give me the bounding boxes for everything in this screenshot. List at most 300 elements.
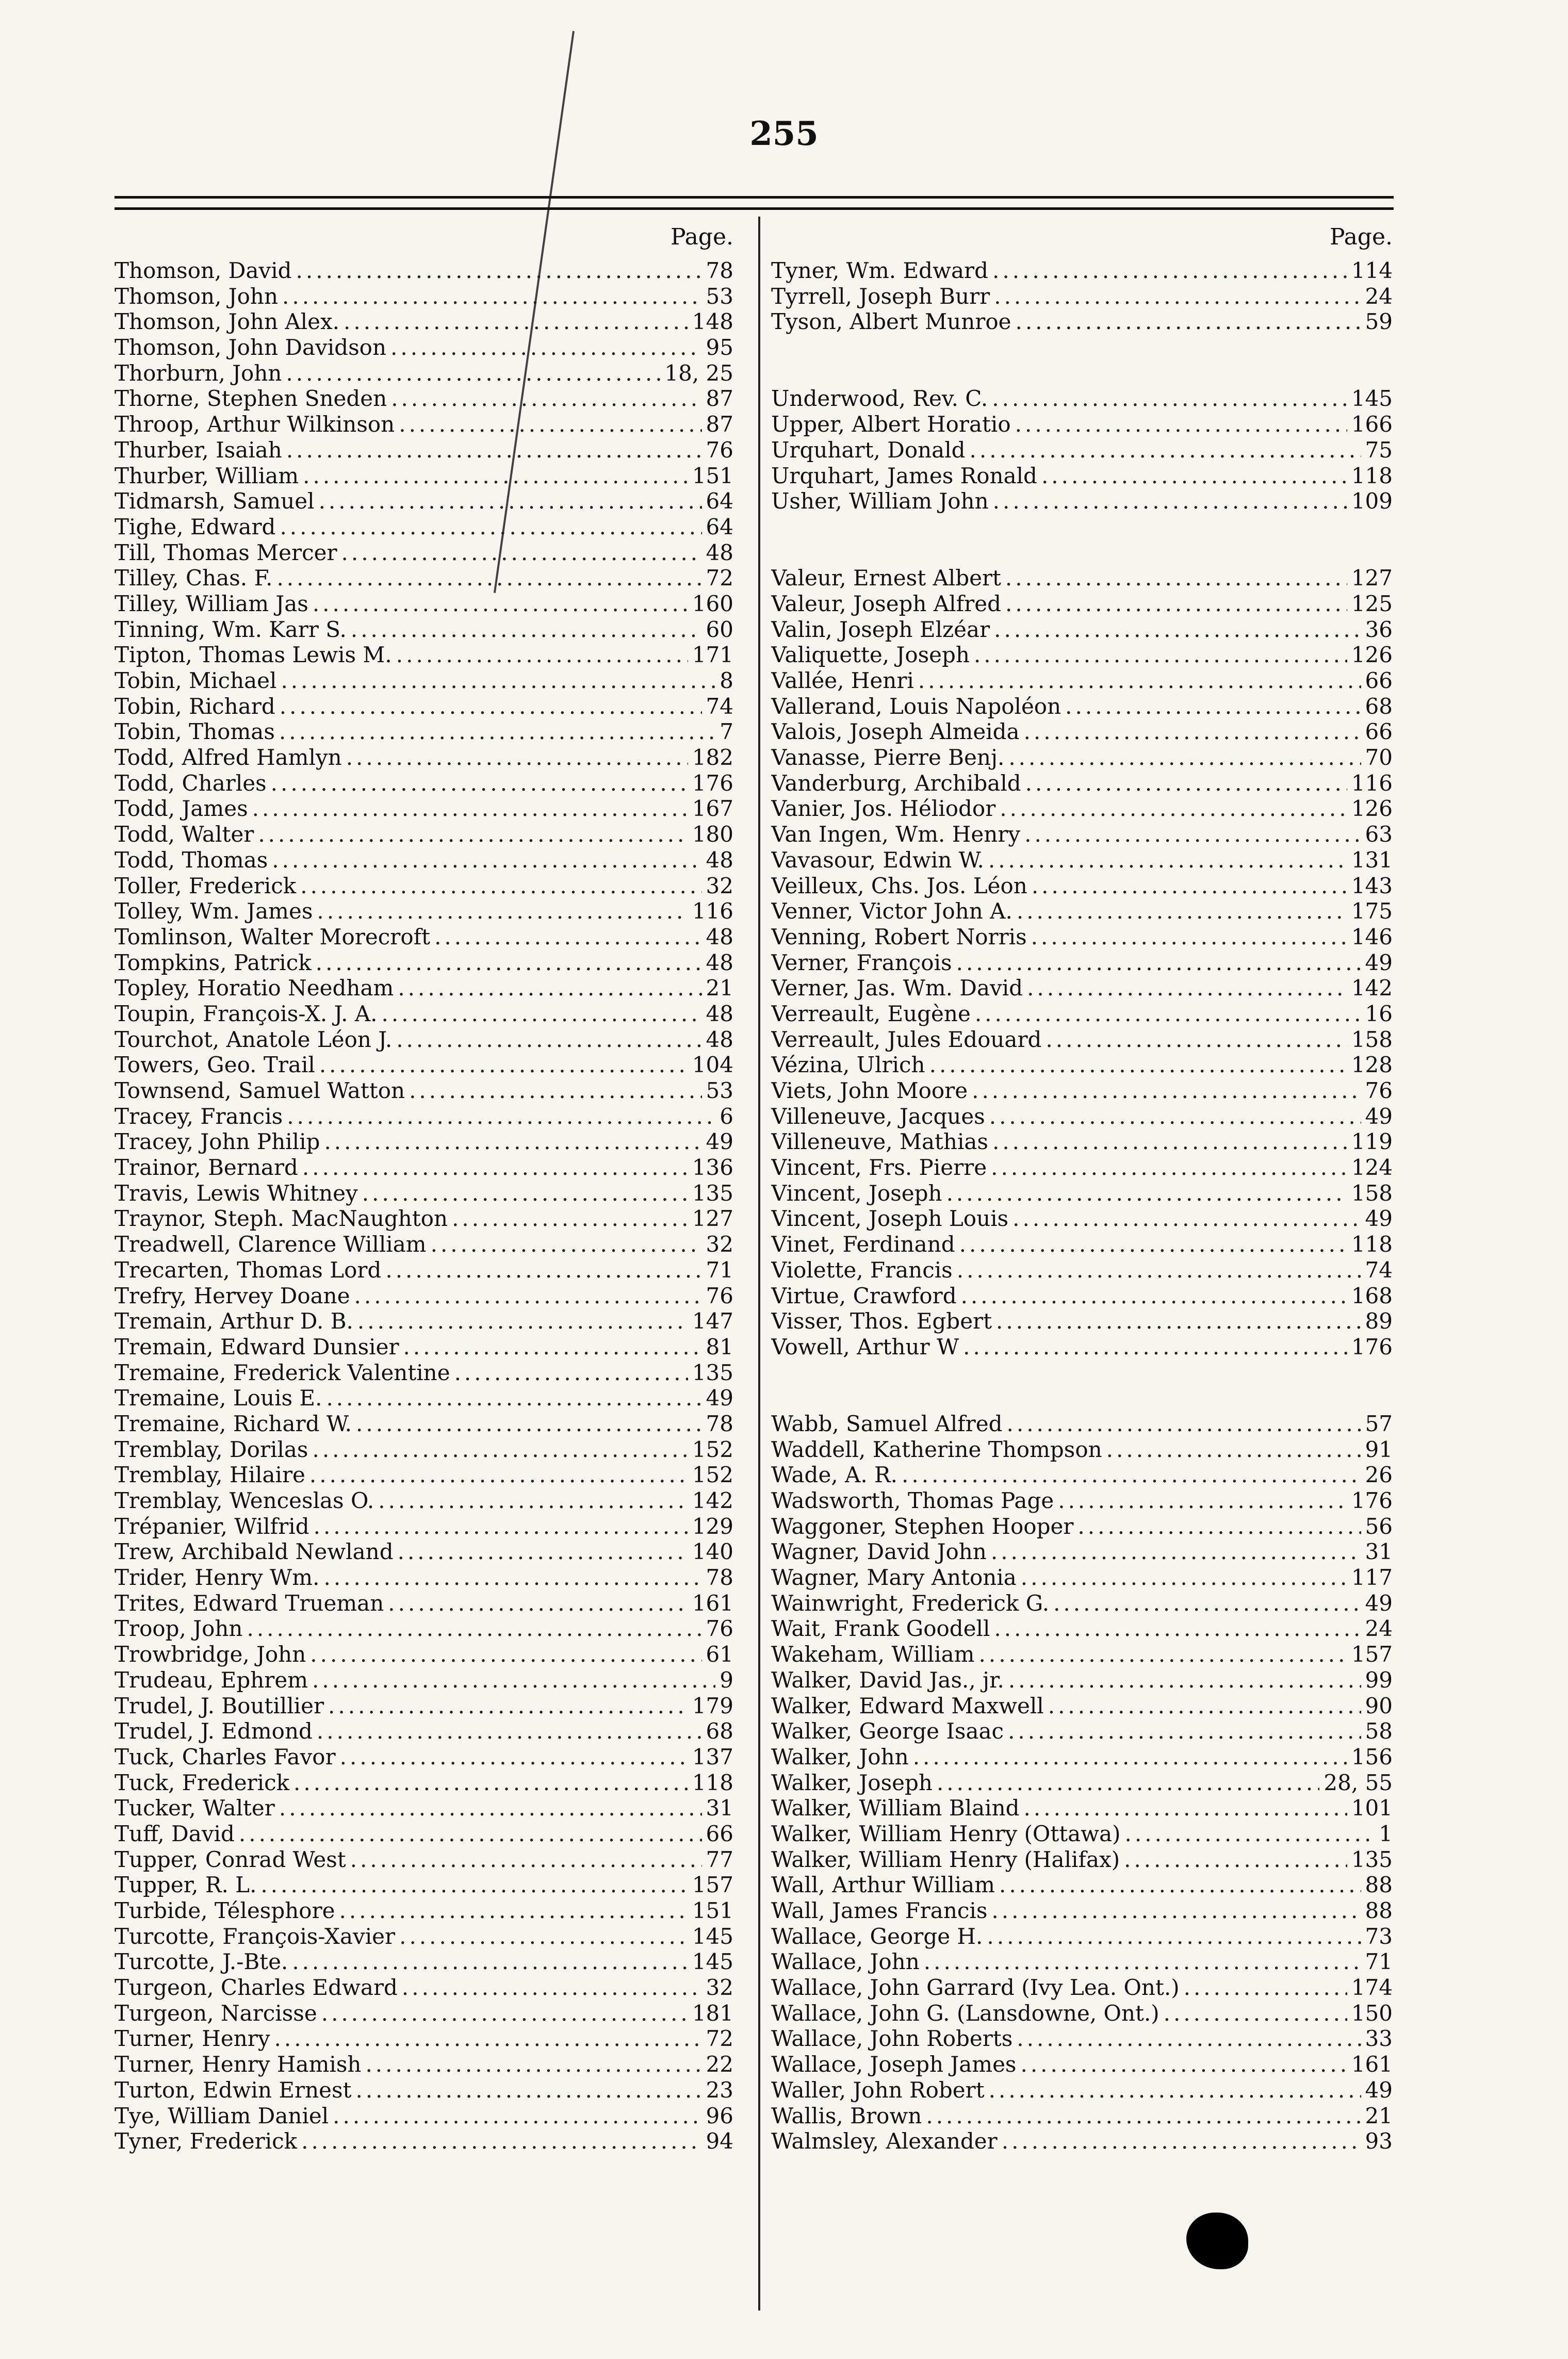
dot-leader <box>1027 975 1347 1001</box>
entry-page: 49 <box>1365 1206 1393 1232</box>
dot-leader <box>357 1308 688 1334</box>
index-entry <box>115 1924 733 1950</box>
entry-name: Valin, Joseph Elzéar <box>771 616 990 642</box>
index-entry <box>771 1155 1393 1181</box>
entry-name: Veilleux, Chs. Jos. Léon <box>771 873 1027 898</box>
entry-page: 71 <box>1365 1949 1393 1975</box>
dot-leader <box>293 1770 688 1796</box>
header-rule-top <box>115 196 1394 199</box>
entry-page: 95 <box>706 335 733 361</box>
dot-leader <box>963 1334 1347 1360</box>
entry-page: 48 <box>706 1026 733 1052</box>
index-entry <box>771 1539 1393 1565</box>
index-entry <box>115 540 733 566</box>
index-entry <box>771 1206 1393 1232</box>
entry-name: Tremaine, Louis E. <box>115 1385 322 1411</box>
entry-page: 118 <box>1351 1232 1393 1257</box>
dot-leader <box>362 1181 688 1206</box>
dot-leader <box>314 1514 688 1539</box>
index-entry <box>771 1181 1393 1206</box>
entry-name: Tremaine, Richard W. <box>115 1411 352 1436</box>
entry-page: 140 <box>692 1539 733 1565</box>
entries-u <box>771 386 1393 514</box>
dot-leader <box>989 2077 1361 2103</box>
index-entry <box>115 1770 733 1796</box>
dot-leader <box>274 2026 702 2052</box>
entry-name: Villeneuve, Jacques <box>771 1103 985 1129</box>
index-entry <box>771 1001 1393 1027</box>
entry-page: 8 <box>720 668 733 693</box>
entry-name: Wait, Frank Goodell <box>771 1616 990 1642</box>
entry-page: 161 <box>692 1590 733 1616</box>
entry-name: Walmsley, Alexander <box>771 2128 998 2154</box>
entry-name: Throop, Arthur Wilkinson <box>115 412 395 437</box>
entry-page: 166 <box>1351 412 1393 437</box>
index-entry <box>115 2128 733 2154</box>
entry-page: 87 <box>706 386 733 412</box>
entry-name: Trecarten, Thomas Lord <box>115 1257 382 1283</box>
entry-name: Tourchot, Anatole Léon J. <box>115 1026 393 1052</box>
entry-name: Urquhart, Donald <box>771 437 966 463</box>
dot-leader <box>286 361 660 386</box>
index-entry <box>115 258 733 284</box>
index-entry <box>771 2128 1393 2154</box>
entry-name: Tremblay, Wenceslas O. <box>115 1488 374 1513</box>
dot-leader <box>1065 694 1361 719</box>
dot-leader <box>272 847 701 873</box>
entry-page: 23 <box>706 2077 733 2103</box>
index-entry <box>771 2052 1393 2077</box>
index-entry <box>771 1667 1393 1693</box>
dot-leader <box>276 565 701 591</box>
entry-name: Walker, William Blaind <box>771 1795 1020 1821</box>
dot-leader <box>1041 463 1347 489</box>
index-entry <box>115 1104 733 1129</box>
entry-page: 66 <box>1365 668 1393 694</box>
dot-leader <box>398 1539 688 1565</box>
dot-leader <box>378 1488 688 1514</box>
entry-name: Trider, Henry Wm. <box>115 1565 320 1591</box>
entry-page: 71 <box>706 1257 733 1283</box>
entry-name: Till, Thomas Mercer <box>115 539 337 565</box>
index-entry <box>771 668 1393 694</box>
entry-page: 181 <box>692 2000 733 2026</box>
dot-leader <box>988 847 1347 873</box>
entry-name: Vanderburg, Archibald <box>771 770 1021 796</box>
entry-name: Tremain, Edward Dunsier <box>115 1334 399 1359</box>
entry-name: Virtue, Crawford <box>771 1283 957 1308</box>
entry-name: Viets, John Moore <box>771 1078 968 1104</box>
dot-leader <box>346 745 688 771</box>
dot-leader <box>902 1462 1361 1488</box>
dot-leader <box>1184 1975 1347 2001</box>
dot-leader <box>996 1308 1361 1334</box>
dot-leader <box>956 950 1361 976</box>
index-entry <box>115 386 733 412</box>
index-entry <box>771 258 1393 284</box>
dot-leader <box>333 2103 701 2129</box>
dot-leader <box>1008 1718 1361 1744</box>
dot-leader <box>280 694 702 719</box>
dot-leader <box>301 2128 701 2154</box>
dot-leader <box>281 668 715 694</box>
dot-leader <box>312 1667 715 1693</box>
entry-page: 31 <box>1365 1539 1393 1565</box>
entry-page: 157 <box>692 1872 733 1898</box>
entry-page: 31 <box>706 1795 733 1821</box>
dot-leader <box>313 591 688 617</box>
index-entry <box>115 591 733 617</box>
entry-page: 75 <box>1365 437 1393 463</box>
entry-page: 129 <box>692 1513 733 1539</box>
index-entry <box>115 617 733 643</box>
index-entry <box>115 1693 733 1719</box>
dot-leader <box>1124 1847 1347 1873</box>
index-entry <box>115 488 733 514</box>
dot-leader <box>1017 2026 1361 2052</box>
entry-name: Tobin, Thomas <box>115 719 275 745</box>
entry-page: 58 <box>1365 1718 1393 1744</box>
dot-leader <box>1025 771 1347 796</box>
dot-leader <box>1164 2001 1347 2026</box>
dot-leader <box>399 1924 688 1950</box>
entry-page: 32 <box>706 873 733 898</box>
index-entry <box>771 1232 1393 1257</box>
entry-name: Tupper, R. L. <box>115 1872 257 1898</box>
entry-page: 68 <box>1365 693 1393 719</box>
entry-name: Trainor, Bernard <box>115 1155 298 1181</box>
index-entry <box>115 1385 733 1411</box>
entry-name: Trefry, Hervey Doane <box>115 1283 350 1308</box>
index-entry <box>771 1744 1393 1770</box>
index-entry <box>771 437 1393 463</box>
index-entry <box>771 1949 1393 1975</box>
index-entry <box>771 847 1393 873</box>
dot-leader <box>300 873 701 899</box>
entry-page: 150 <box>1351 2000 1393 2026</box>
entry-name: Townsend, Samuel Watton <box>115 1078 405 1103</box>
entry-page: 6 <box>720 1103 733 1129</box>
entry-name: Wall, James Francis <box>771 1898 988 1924</box>
entry-name: Valois, Joseph Almeida <box>771 719 1020 745</box>
entry-page: 49 <box>706 1385 733 1411</box>
index-entry <box>115 2052 733 2077</box>
index-entry <box>115 1334 733 1360</box>
index-entry <box>115 873 733 899</box>
entries-v <box>771 565 1393 1359</box>
index-entry <box>771 284 1393 309</box>
entry-name: Wabb, Samuel Alfred <box>771 1411 1003 1436</box>
entry-name: Walker, Edward Maxwell <box>771 1693 1044 1718</box>
entry-page: 7 <box>720 719 733 745</box>
index-entry <box>115 694 733 719</box>
dot-leader <box>355 2077 701 2103</box>
entry-name: Wallace, John G. (Lansdowne, Ont.) <box>771 2000 1159 2026</box>
index-entry <box>115 1898 733 1924</box>
entry-page: 156 <box>1351 1744 1393 1770</box>
index-entry <box>771 822 1393 847</box>
entry-name: Vanasse, Pierre Benj. <box>771 745 1005 771</box>
entry-page: 93 <box>1365 2128 1393 2154</box>
index-entry <box>115 1795 733 1821</box>
entry-name: Tracey, Francis <box>115 1103 283 1129</box>
entry-page: 49 <box>1365 2077 1393 2103</box>
index-entry <box>771 719 1393 745</box>
entry-page: 116 <box>692 898 733 924</box>
index-entry <box>115 1360 733 1386</box>
index-entry <box>771 1462 1393 1488</box>
index-entry <box>115 1718 733 1744</box>
index-entry <box>115 822 733 847</box>
entry-name: Visser, Thos. Egbert <box>771 1308 992 1334</box>
index-entry <box>771 1975 1393 2001</box>
entry-name: Tremblay, Hilaire <box>115 1462 305 1488</box>
entry-name: Tomlinson, Walter Morecroft <box>115 924 431 949</box>
entry-name: Wakeham, William <box>771 1642 975 1667</box>
dot-leader <box>350 1847 702 1873</box>
index-entry <box>115 2026 733 2052</box>
dot-leader <box>260 1872 688 1898</box>
entry-name: Turbide, Télesphore <box>115 1898 335 1923</box>
entry-page: 73 <box>1365 1923 1393 1949</box>
entry-page: 21 <box>706 975 733 1001</box>
entry-page: 72 <box>706 2026 733 2052</box>
dot-leader <box>403 1334 702 1360</box>
index-entry <box>115 437 733 463</box>
index-entry <box>115 1462 733 1488</box>
index-entry <box>771 386 1393 412</box>
dot-leader <box>926 2103 1361 2129</box>
index-entry <box>115 1078 733 1104</box>
dot-leader <box>946 1181 1347 1206</box>
entry-page: 33 <box>1365 2026 1393 2052</box>
dot-leader <box>399 412 701 437</box>
dot-leader <box>972 1078 1361 1104</box>
entry-name: Tremblay, Dorilas <box>115 1436 308 1462</box>
entry-name: Trew, Archibald Newland <box>115 1539 394 1565</box>
dot-leader <box>340 1744 688 1770</box>
index-entry <box>771 1308 1393 1334</box>
entry-page: 66 <box>706 1821 733 1846</box>
index-entry <box>771 642 1393 668</box>
entry-name: Walker, William Henry (Halifax) <box>771 1846 1120 1872</box>
entry-name: Tyrrell, Joseph Burr <box>771 283 990 309</box>
index-entry <box>115 771 733 796</box>
dot-leader <box>1024 719 1361 745</box>
entry-name: Tobin, Michael <box>115 668 277 693</box>
entry-name: Toupin, François-X. J. A. <box>115 1001 378 1026</box>
entry-name: Walker, Joseph <box>771 1770 933 1795</box>
entry-page: 118 <box>692 1770 733 1795</box>
dot-leader <box>1002 2128 1361 2154</box>
index-entry <box>771 412 1393 437</box>
entry-name: Trépanier, Wilfrid <box>115 1513 309 1539</box>
entry-page: 26 <box>1365 1462 1393 1488</box>
entry-page: 137 <box>692 1744 733 1770</box>
page-column-header-right: Page. <box>1329 224 1393 250</box>
entry-page: 151 <box>692 1898 733 1923</box>
entry-page: 176 <box>692 770 733 796</box>
entry-page: 48 <box>706 949 733 975</box>
entry-name: Verreault, Eugène <box>771 1001 971 1026</box>
entry-page: 109 <box>1351 488 1393 514</box>
index-entry <box>771 591 1393 617</box>
entry-page: 22 <box>706 2052 733 2077</box>
index-entry <box>771 1770 1393 1796</box>
entry-name: Thurber, Isaiah <box>115 437 282 463</box>
dot-leader <box>351 617 702 643</box>
dot-leader <box>385 1257 701 1283</box>
entry-name: Tremain, Arthur D. B. <box>115 1308 353 1334</box>
entry-name: Towers, Geo. Trail <box>115 1052 315 1078</box>
entry-name: Tyner, Frederick <box>115 2128 298 2154</box>
entry-name: Venner, Victor John A. <box>771 898 1012 924</box>
index-entry <box>771 2077 1393 2103</box>
dot-leader <box>1005 565 1347 591</box>
dot-leader <box>1024 1795 1347 1821</box>
dot-leader <box>992 1129 1347 1155</box>
entry-page: 36 <box>1365 616 1393 642</box>
dot-leader <box>1046 1027 1347 1053</box>
entry-page: 176 <box>1351 1488 1393 1514</box>
index-entry <box>115 1052 733 1078</box>
entry-page: 174 <box>1351 1975 1393 2001</box>
entry-name: Vincent, Joseph Louis <box>771 1206 1009 1232</box>
entry-page: 88 <box>1365 1872 1393 1898</box>
entry-name: Vallée, Henri <box>771 668 914 694</box>
entry-name: Wallace, Joseph James <box>771 2052 1017 2077</box>
entry-name: Todd, Walter <box>115 822 254 847</box>
entry-page: 74 <box>1365 1257 1393 1283</box>
index-entry <box>771 694 1393 719</box>
entry-name: Tye, William Daniel <box>115 2103 329 2128</box>
entry-page: 168 <box>1351 1283 1393 1308</box>
left-entry-list <box>115 258 733 2154</box>
right-column <box>771 217 1393 2154</box>
dot-leader <box>1053 1591 1361 1616</box>
entry-name: Thomson, David <box>115 258 292 283</box>
entry-name: Wallace, John <box>771 1949 920 1975</box>
entry-name: Tremaine, Frederick Valentine <box>115 1359 450 1385</box>
entry-name: Valeur, Ernest Albert <box>771 565 1001 591</box>
index-entry <box>115 642 733 668</box>
entry-page: 142 <box>692 1488 733 1513</box>
index-entry <box>115 1514 733 1539</box>
dot-leader <box>328 1693 688 1719</box>
entry-name: Vowell, Arthur W <box>771 1334 959 1359</box>
entry-name: Todd, James <box>115 796 248 822</box>
entry-name: Todd, Alfred Hamlyn <box>115 745 342 771</box>
entry-name: Tompkins, Patrick <box>115 949 312 975</box>
entry-name: Topley, Horatio Needham <box>115 975 394 1001</box>
dot-leader <box>317 898 688 924</box>
dot-leader <box>1012 1206 1361 1232</box>
entry-name: Verner, François <box>771 949 952 975</box>
index-entry <box>115 514 733 540</box>
dot-leader <box>280 514 701 540</box>
index-entry <box>771 1898 1393 1924</box>
index-entry <box>115 1565 733 1591</box>
entry-page: 131 <box>1351 847 1393 873</box>
dot-leader <box>239 1821 702 1847</box>
entry-page: 152 <box>692 1462 733 1488</box>
entry-name: Turcotte, François-Xavier <box>115 1923 396 1949</box>
index-entry <box>771 1847 1393 1873</box>
entry-page: 56 <box>1365 1513 1393 1539</box>
dot-leader <box>991 1155 1347 1181</box>
entry-page: 157 <box>1351 1642 1393 1667</box>
entry-page: 24 <box>1365 1616 1393 1642</box>
entry-page: 176 <box>1351 1334 1393 1359</box>
dot-leader <box>339 1898 688 1924</box>
dot-leader <box>992 258 1347 284</box>
entry-page: 101 <box>1351 1795 1393 1821</box>
entry-page: 16 <box>1365 1001 1393 1026</box>
index-entry <box>771 1718 1393 1744</box>
index-entry <box>771 1565 1393 1591</box>
index-entry <box>115 796 733 822</box>
entry-name: Vallerand, Louis Napoléon <box>771 693 1061 719</box>
entry-name: Walker, David Jas., jr. <box>771 1667 1004 1693</box>
index-entry <box>771 1334 1393 1360</box>
dot-leader <box>271 771 688 796</box>
dot-leader <box>992 386 1347 412</box>
entry-name: Vavasour, Edwin W. <box>771 847 984 873</box>
entry-name: Tilley, Chas. F. <box>115 565 273 591</box>
dot-leader <box>974 642 1347 668</box>
entry-page: 48 <box>706 847 733 873</box>
entry-name: Tracey, John Philip <box>115 1129 320 1155</box>
entry-page: 87 <box>706 412 733 437</box>
entry-page: 81 <box>706 1334 733 1359</box>
entry-name: Valeur, Joseph Alfred <box>771 591 1001 616</box>
page-column-header-left: Page. <box>670 224 733 250</box>
entry-name: Traynor, Steph. MacNaughton <box>115 1206 448 1232</box>
dot-leader <box>409 1078 701 1104</box>
dot-leader <box>987 1924 1361 1950</box>
entry-page: 160 <box>692 591 733 616</box>
entry-name: Turton, Edwin Ernest <box>115 2077 352 2103</box>
left-column <box>115 217 733 2154</box>
entry-name: Thomson, John <box>115 283 278 309</box>
index-entry <box>771 1104 1393 1129</box>
entry-page: 60 <box>706 616 733 642</box>
entry-page: 96 <box>706 2103 733 2128</box>
dot-leader <box>994 1616 1361 1642</box>
dot-leader <box>382 1001 702 1027</box>
entry-page: 57 <box>1365 1411 1393 1436</box>
entry-page: 78 <box>706 1411 733 1436</box>
entry-page: 18, 25 <box>664 360 733 386</box>
dot-leader <box>312 1437 688 1463</box>
index-entry <box>771 1027 1393 1053</box>
dot-leader <box>989 1104 1361 1129</box>
entry-page: 142 <box>1351 975 1393 1001</box>
entry-page: 1 <box>1379 1821 1393 1846</box>
entry-name: Waddell, Katherine Thompson <box>771 1436 1102 1462</box>
dot-leader <box>1000 796 1347 822</box>
dot-leader <box>356 1411 702 1437</box>
entry-page: 53 <box>706 283 733 309</box>
index-entry <box>115 2103 733 2129</box>
entry-page: 9 <box>720 1667 733 1693</box>
dot-leader <box>341 540 702 566</box>
entry-page: 91 <box>1365 1436 1393 1462</box>
dot-leader <box>319 488 702 514</box>
index-entry <box>115 1437 733 1463</box>
entry-name: Vincent, Joseph <box>771 1180 942 1206</box>
entry-name: Trudel, J. Edmond <box>115 1718 313 1744</box>
